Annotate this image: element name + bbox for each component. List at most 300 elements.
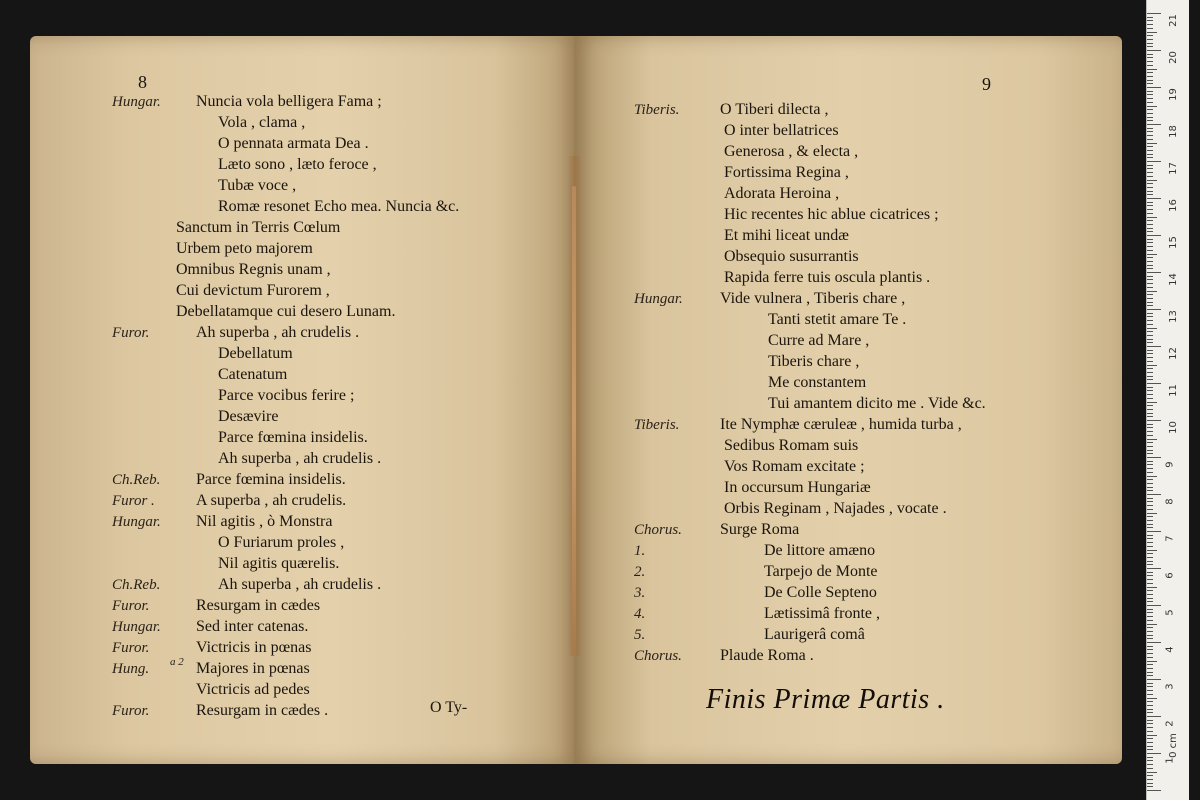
- ruler-number: 6: [1164, 572, 1176, 579]
- ruler-tick: [1147, 331, 1153, 332]
- right-page: [574, 36, 1122, 764]
- speaker-label: Tiberis.: [634, 102, 680, 118]
- verse-line: Laurigerâ comâ: [764, 626, 865, 643]
- ruler-tick: [1147, 387, 1153, 388]
- ruler-tick: [1147, 583, 1153, 584]
- ruler-tick: [1147, 735, 1157, 736]
- ruler-number: 12: [1167, 347, 1179, 360]
- ruler-tick: [1147, 686, 1153, 687]
- ruler-tick: [1147, 146, 1153, 147]
- speaker-label: 5.: [634, 627, 646, 643]
- ruler-tick: [1147, 57, 1153, 58]
- ruler-tick: [1147, 231, 1153, 232]
- ruler-tick: [1147, 291, 1157, 292]
- speaker-label: Ch.Reb.: [112, 472, 161, 488]
- ruler-tick: [1147, 450, 1153, 451]
- verse-line: Ah superba , ah crudelis .: [218, 576, 382, 593]
- verse-line: Nil agitis quærelis.: [218, 555, 340, 572]
- ruler-tick: [1147, 339, 1153, 340]
- ruler-number: 11: [1167, 384, 1179, 397]
- ruler-tick: [1147, 187, 1153, 188]
- ruler-tick: [1147, 357, 1153, 358]
- verse-line: Omnibus Regnis unam ,: [176, 261, 331, 278]
- ruler-tick: [1147, 720, 1153, 721]
- ruler-number: 19: [1167, 88, 1179, 101]
- verse-line: Adorata Heroina ,: [724, 185, 840, 202]
- ruler-tick: [1147, 709, 1153, 710]
- ruler-tick: [1147, 712, 1153, 713]
- ruler-tick: [1147, 531, 1161, 532]
- verse-line: Resurgam in cædes: [196, 597, 321, 614]
- ruler-tick: [1147, 17, 1153, 18]
- ruler-tick: [1147, 368, 1153, 369]
- ruler-tick: [1147, 194, 1153, 195]
- ruler-tick: [1147, 405, 1153, 406]
- ruler-tick: [1147, 109, 1153, 110]
- verse-line: Ah superba , ah crudelis .: [196, 324, 360, 341]
- ruler-tick: [1147, 287, 1153, 288]
- ruler-tick: [1147, 139, 1153, 140]
- ruler-tick: [1147, 50, 1161, 51]
- ruler-tick: [1147, 716, 1161, 717]
- ruler-tick: [1147, 328, 1157, 329]
- ruler-tick: [1147, 302, 1153, 303]
- ruler-tick: [1147, 616, 1153, 617]
- ruler-tick: [1147, 124, 1161, 125]
- ruler-tick: [1147, 294, 1153, 295]
- ruler-number: 20: [1167, 51, 1179, 64]
- ruler-tick: [1147, 779, 1153, 780]
- ruler-unit: 0 cm: [1167, 733, 1179, 758]
- verse-line: Generosa , & electa ,: [724, 143, 859, 160]
- ruler-tick: [1147, 383, 1161, 384]
- verse-line: Romæ resonet Echo mea. Nuncia &c.: [218, 198, 460, 215]
- ruler-tick: [1147, 757, 1153, 758]
- ruler-number: 16: [1167, 199, 1179, 212]
- ruler-tick: [1147, 446, 1153, 447]
- ruler-tick: [1147, 476, 1157, 477]
- speaker-label: Hungar.: [634, 291, 683, 307]
- catchword: O Ty-: [430, 699, 468, 716]
- ruler-tick: [1147, 723, 1153, 724]
- page-number-left: 8: [138, 72, 147, 92]
- ruler-tick: [1147, 154, 1153, 155]
- ruler-tick: [1147, 742, 1153, 743]
- verse-line: O inter bellatrices: [724, 122, 839, 139]
- ruler-tick: [1147, 316, 1153, 317]
- verse-line: Catenatum: [218, 366, 288, 383]
- speaker-label: Furor.: [112, 640, 150, 656]
- ruler-tick: [1147, 738, 1153, 739]
- ruler-tick: [1147, 413, 1153, 414]
- ruler-tick: [1147, 409, 1153, 410]
- ruler-tick: [1147, 198, 1161, 199]
- ruler-tick: [1147, 398, 1153, 399]
- ruler-tick: [1147, 180, 1157, 181]
- verse-line: Tubæ voce ,: [218, 177, 297, 194]
- verse-line: Tanti stetit amare Te .: [768, 311, 907, 328]
- ruler-tick: [1147, 575, 1153, 576]
- ruler-tick: [1147, 705, 1153, 706]
- speaker-label: Chorus.: [634, 522, 682, 538]
- ruler-tick: [1147, 168, 1153, 169]
- ruler-tick: [1147, 379, 1153, 380]
- ruler-tick: [1147, 631, 1153, 632]
- ruler-tick: [1147, 472, 1153, 473]
- ruler-tick: [1147, 664, 1153, 665]
- ruler-tick: [1147, 268, 1153, 269]
- speaker-label: Hungar.: [112, 619, 161, 635]
- ruler-tick: [1147, 783, 1153, 784]
- ruler-tick: [1147, 69, 1157, 70]
- ruler-number: 21: [1167, 14, 1179, 27]
- ruler-tick: [1147, 376, 1153, 377]
- ruler-tick: [1147, 731, 1153, 732]
- ruler-tick: [1147, 265, 1153, 266]
- ruler-number: 9: [1164, 461, 1176, 468]
- ruler-tick: [1147, 217, 1157, 218]
- speaker-label: Hung.: [112, 661, 150, 677]
- open-book: [30, 36, 1122, 764]
- verse-line: Victricis ad pedes: [196, 681, 310, 698]
- ruler-tick: [1147, 624, 1157, 625]
- verse-line: Nil agitis , ò Monstra: [196, 513, 333, 530]
- ruler-tick: [1147, 35, 1153, 36]
- ruler-tick: [1147, 590, 1153, 591]
- verse-line: Hic recentes hic ablue cicatrices ;: [724, 206, 939, 223]
- verse-line: Cui devictum Furorem ,: [176, 282, 330, 299]
- ruler-tick: [1147, 305, 1153, 306]
- verse-line: A superba , ah crudelis.: [196, 492, 347, 509]
- ruler-tick: [1147, 457, 1161, 458]
- page-number-right: 9: [982, 74, 991, 94]
- ruler-tick: [1147, 694, 1153, 695]
- verse-line: Sanctum in Terris Cœlum: [176, 219, 341, 236]
- ruler-tick: [1147, 675, 1153, 676]
- ruler-tick: [1147, 372, 1153, 373]
- ruler-tick: [1147, 365, 1157, 366]
- verse-line: Urbem peto majorem: [176, 240, 313, 257]
- verse-line: Sed inter catenas.: [196, 618, 309, 635]
- ruler-tick: [1147, 635, 1153, 636]
- ruler-tick: [1147, 176, 1153, 177]
- ruler-tick: [1147, 94, 1153, 95]
- ruler-tick: [1147, 439, 1157, 440]
- ruler-tick: [1147, 679, 1161, 680]
- ruler-tick: [1147, 572, 1153, 573]
- ruler-tick: [1147, 772, 1157, 773]
- ruler-number: 3: [1164, 683, 1176, 690]
- ruler-tick: [1147, 775, 1153, 776]
- ruler-tick: [1147, 479, 1153, 480]
- ruler-tick: [1147, 527, 1153, 528]
- ruler-tick: [1147, 191, 1153, 192]
- ruler-tick: [1147, 106, 1157, 107]
- ruler-tick: [1147, 172, 1153, 173]
- ruler-tick: [1147, 609, 1153, 610]
- verse-line: Desævire: [218, 408, 279, 425]
- ruler-tick: [1147, 427, 1153, 428]
- ruler-tick: [1147, 80, 1153, 81]
- ruler-number: 13: [1167, 310, 1179, 323]
- ruler-tick: [1147, 61, 1153, 62]
- ruler-tick: [1147, 683, 1153, 684]
- ruler-tick: [1147, 746, 1153, 747]
- ruler-tick: [1147, 72, 1153, 73]
- ruler-tick: [1147, 786, 1153, 787]
- ruler-tick: [1147, 764, 1153, 765]
- ruler-tick: [1147, 320, 1153, 321]
- ruler-tick: [1147, 638, 1153, 639]
- ruler-tick: [1147, 246, 1153, 247]
- ruler-tick: [1147, 24, 1153, 25]
- ruler-tick: [1147, 402, 1157, 403]
- ruler-tick: [1147, 661, 1157, 662]
- verse-line: De littore amæno: [764, 542, 876, 559]
- ruler-tick: [1147, 250, 1153, 251]
- ruler-number: 17: [1167, 162, 1179, 175]
- ruler-tick: [1147, 646, 1153, 647]
- ruler-tick: [1147, 83, 1153, 84]
- ruler-tick: [1147, 213, 1153, 214]
- ruler-tick: [1147, 205, 1153, 206]
- ruler-tick: [1147, 498, 1153, 499]
- verse-line: Debellatum: [218, 345, 293, 362]
- speaker-label: 2.: [634, 564, 646, 580]
- verse-line: Nuncia vola belligera Fama ;: [196, 93, 382, 110]
- ruler-tick: [1147, 98, 1153, 99]
- ruler-tick: [1147, 135, 1153, 136]
- verse-line: O pennata armata Dea .: [218, 135, 369, 152]
- ruler-tick: [1147, 464, 1153, 465]
- ruler-tick: [1147, 39, 1153, 40]
- ruler-tick: [1147, 257, 1153, 258]
- ruler-tick: [1147, 557, 1153, 558]
- verse-line: Tui amantem dicito me . Vide &c.: [768, 395, 986, 412]
- ruler-tick: [1147, 553, 1153, 554]
- ruler-tick: [1147, 749, 1153, 750]
- ruler-tick: [1147, 501, 1153, 502]
- ruler-tick: [1147, 150, 1153, 151]
- verse-line: Vos Romam excitate ;: [724, 458, 865, 475]
- ruler-tick: [1147, 342, 1153, 343]
- ruler-tick: [1147, 324, 1153, 325]
- verse-line: De Colle Septeno: [764, 584, 877, 601]
- ruler-number: 10: [1167, 421, 1179, 434]
- speaker-label: Furor .: [112, 493, 155, 509]
- ruler-tick: [1147, 727, 1153, 728]
- left-page: [30, 36, 578, 764]
- ruler-tick: [1147, 642, 1161, 643]
- verse-line: O Tiberi dilecta ,: [720, 101, 829, 118]
- ruler-tick: [1147, 524, 1153, 525]
- ruler-tick: [1147, 431, 1153, 432]
- verse-line: Rapida ferre tuis oscula plantis .: [724, 269, 931, 286]
- ruler-tick: [1147, 490, 1153, 491]
- ruler-tick: [1147, 790, 1161, 791]
- ruler-tick: [1147, 698, 1157, 699]
- ruler-tick: [1147, 242, 1153, 243]
- ruler-tick: [1147, 649, 1153, 650]
- ruler-tick: [1147, 535, 1153, 536]
- ruler-number: 18: [1167, 125, 1179, 138]
- ruler-tick: [1147, 768, 1153, 769]
- ruler-tick: [1147, 272, 1161, 273]
- ruler-number: 4: [1164, 646, 1176, 653]
- ruler-tick: [1147, 20, 1153, 21]
- ruler-tick: [1147, 224, 1153, 225]
- measuring-ruler: [1146, 0, 1189, 800]
- ruler-tick: [1147, 394, 1153, 395]
- verse-line: Resurgam in cædes .: [196, 702, 329, 719]
- ruler-tick: [1147, 261, 1153, 262]
- ruler-tick: [1147, 279, 1153, 280]
- ruler-tick: [1147, 672, 1153, 673]
- verse-line: Ah superba , ah crudelis .: [218, 450, 382, 467]
- ruler-tick: [1147, 601, 1153, 602]
- ruler-tick: [1147, 538, 1153, 539]
- ruler-tick: [1147, 54, 1153, 55]
- right-page-text: [574, 36, 1122, 764]
- ruler-tick: [1147, 620, 1153, 621]
- ruler-number: 8: [1164, 498, 1176, 505]
- ruler-tick: [1147, 117, 1153, 118]
- ruler-tick: [1147, 209, 1153, 210]
- ruler-tick: [1147, 701, 1153, 702]
- ruler-tick: [1147, 598, 1153, 599]
- ruler-tick: [1147, 420, 1161, 421]
- verse-line: Parce fœmina insidelis.: [218, 429, 368, 446]
- ruler-tick: [1147, 594, 1153, 595]
- ruler-tick: [1147, 587, 1157, 588]
- verse-line: Læto sono , læto feroce ,: [218, 156, 377, 173]
- ruler-tick: [1147, 183, 1153, 184]
- verse-line: Plaude Roma .: [720, 647, 814, 664]
- ruler-tick: [1147, 235, 1161, 236]
- ruler-tick: [1147, 579, 1153, 580]
- ruler-number: 7: [1164, 535, 1176, 542]
- ruler-tick: [1147, 627, 1153, 628]
- ruler-tick: [1147, 46, 1153, 47]
- speaker-label: Furor.: [112, 325, 150, 341]
- speaker-label: Chorus.: [634, 648, 682, 664]
- ruler-tick: [1147, 202, 1153, 203]
- speaker-label: Tiberis.: [634, 417, 680, 433]
- speaker-label: Ch.Reb.: [112, 577, 161, 593]
- ruler-tick: [1147, 390, 1153, 391]
- ruler-tick: [1147, 509, 1153, 510]
- ruler-tick: [1147, 453, 1153, 454]
- ruler-tick: [1147, 113, 1153, 114]
- finis-heading: Finis Primæ Partis .: [706, 684, 945, 715]
- ruler-tick: [1147, 442, 1153, 443]
- ruler-tick: [1147, 605, 1161, 606]
- verse-line: Fortissima Regina ,: [724, 164, 849, 181]
- verse-line: O Furiarum proles ,: [218, 534, 345, 551]
- binding-thread: [572, 186, 576, 656]
- ruler-tick: [1147, 276, 1153, 277]
- ruler-tick: [1147, 102, 1153, 103]
- ruler-tick: [1147, 568, 1161, 569]
- ruler-tick: [1147, 313, 1153, 314]
- ruler-tick: [1147, 564, 1153, 565]
- ruler-tick: [1147, 494, 1161, 495]
- verse-line: Obsequio susurrantis: [724, 248, 859, 265]
- ruler-tick: [1147, 120, 1153, 121]
- verse-line: Orbis Reginam , Najades , vocate .: [724, 500, 947, 517]
- ruler-number: 15: [1167, 236, 1179, 249]
- ruler-tick: [1147, 228, 1153, 229]
- ruler-tick: [1147, 612, 1153, 613]
- ruler-tick: [1147, 13, 1161, 14]
- verse-line: Ite Nymphæ cæruleæ , humida turba ,: [720, 416, 962, 433]
- ruler-tick: [1147, 550, 1157, 551]
- ruler-tick: [1147, 87, 1161, 88]
- ruler-tick: [1147, 28, 1153, 29]
- left-page-text: [30, 36, 578, 764]
- speaker-label: Hungar.: [112, 514, 161, 530]
- ruler-number: 14: [1167, 273, 1179, 286]
- ruler-tick: [1147, 65, 1153, 66]
- ruler-tick: [1147, 346, 1161, 347]
- ruler-tick: [1147, 513, 1157, 514]
- verse-line: Curre ad Mare ,: [768, 332, 870, 349]
- verse-line: Majores in pœnas: [196, 660, 310, 677]
- ruler-tick: [1147, 220, 1153, 221]
- ruler-tick: [1147, 542, 1153, 543]
- a2-marker: a 2: [170, 656, 184, 668]
- ruler-tick: [1147, 283, 1153, 284]
- ruler-tick: [1147, 309, 1161, 310]
- ruler-tick: [1147, 131, 1153, 132]
- ruler-tick: [1147, 91, 1153, 92]
- verse-line: Surge Roma: [720, 521, 800, 538]
- ruler-number: 5: [1164, 609, 1176, 616]
- ruler-tick: [1147, 335, 1153, 336]
- ruler-tick: [1147, 254, 1157, 255]
- ruler-tick: [1147, 690, 1153, 691]
- ruler-tick: [1147, 43, 1153, 44]
- ruler-tick: [1147, 350, 1153, 351]
- ruler-tick: [1147, 143, 1157, 144]
- verse-line: Parce vocibus ferire ;: [218, 387, 355, 404]
- ruler-tick: [1147, 561, 1153, 562]
- ruler-tick: [1147, 157, 1153, 158]
- verse-line: Victricis in pœnas: [196, 639, 312, 656]
- ruler-tick: [1147, 516, 1153, 517]
- ruler-tick: [1147, 161, 1161, 162]
- verse-line: Tiberis chare ,: [768, 353, 860, 370]
- ruler-tick: [1147, 416, 1153, 417]
- verse-line: Vola , clama ,: [218, 114, 306, 131]
- ruler-tick: [1147, 424, 1153, 425]
- ruler-tick: [1147, 483, 1153, 484]
- ruler-tick: [1147, 487, 1153, 488]
- verse-line: Me constantem: [768, 374, 867, 391]
- ruler-tick: [1147, 657, 1153, 658]
- ruler-tick: [1147, 461, 1153, 462]
- verse-line: Sedibus Romam suis: [724, 437, 859, 454]
- verse-line: Parce fœmina insidelis.: [196, 471, 346, 488]
- ruler-tick: [1147, 239, 1153, 240]
- speaker-label: 4.: [634, 606, 646, 622]
- ruler-tick: [1147, 298, 1153, 299]
- speaker-label: Furor.: [112, 703, 150, 719]
- ruler-tick: [1147, 353, 1153, 354]
- verse-line: Tarpejo de Monte: [764, 563, 878, 580]
- ruler-tick: [1147, 468, 1153, 469]
- ruler-number: 1: [1164, 757, 1176, 764]
